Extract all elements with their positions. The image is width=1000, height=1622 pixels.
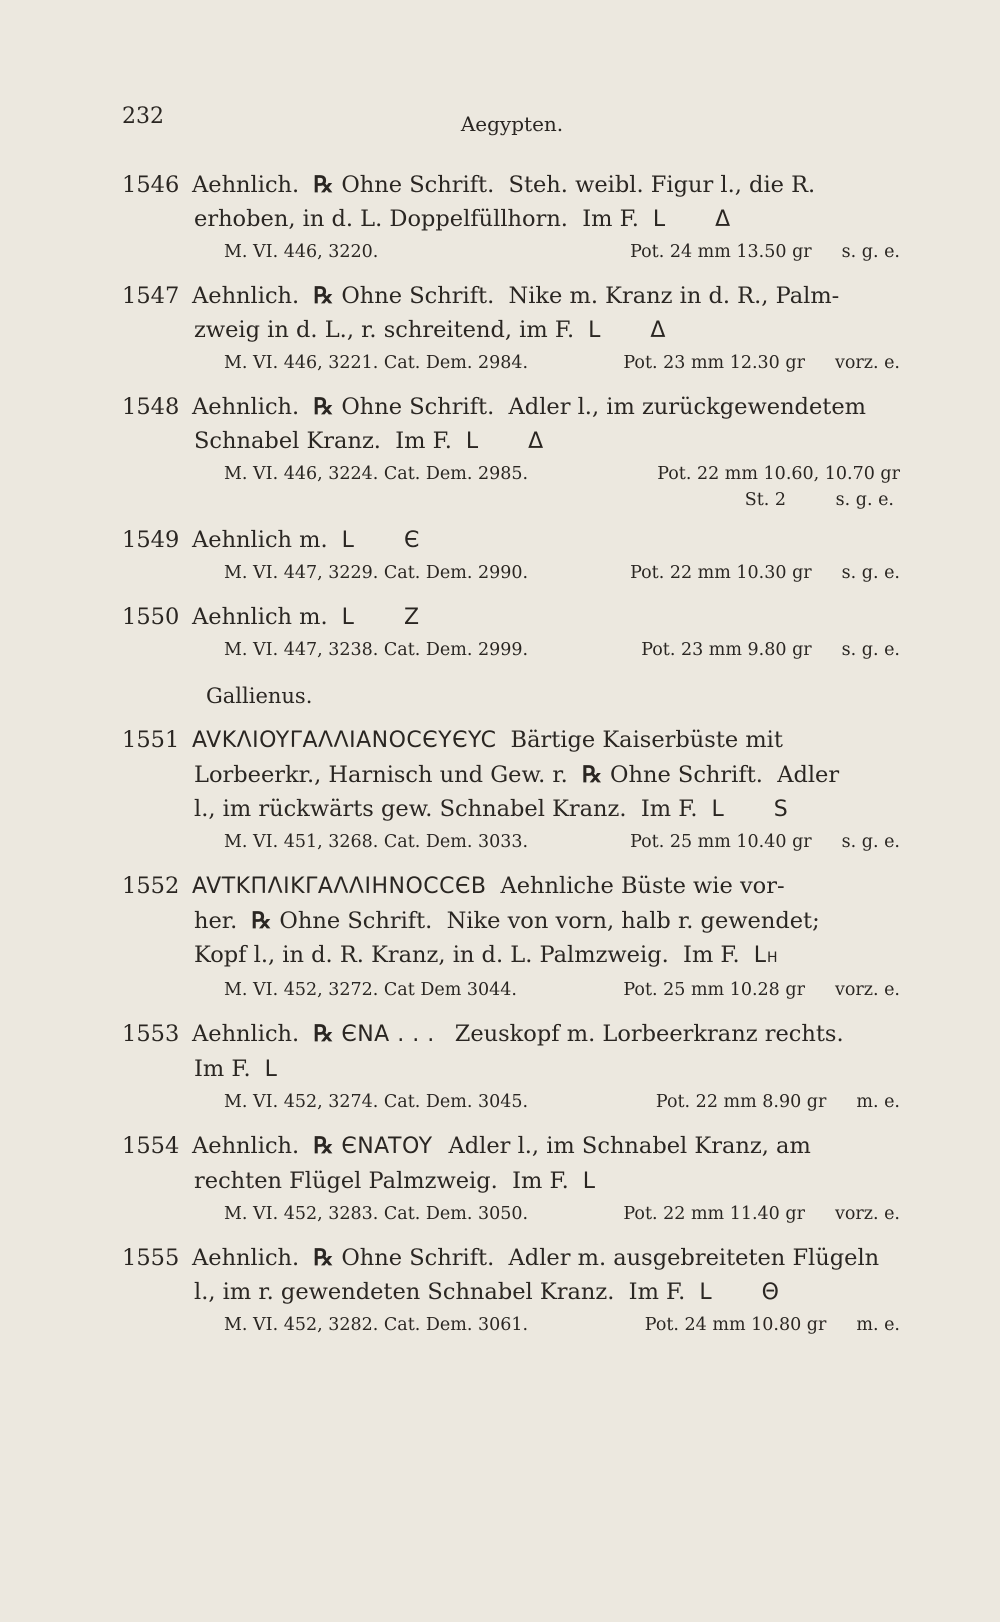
weight-size: Pot. 22 mm 10.30 gr [630,563,812,583]
reference-line [122,635,900,665]
reverse-description: Ohne Schrift. Adler l., im zurückgewendetem [341,394,866,420]
entry-number: 1551 [122,727,180,753]
reference-line [122,348,900,378]
reference-line [122,558,900,588]
obverse-text: Aehnlich m. [192,527,328,553]
weight-size: Pot. 24 mm 10.80 gr [644,1315,827,1335]
description-continued: rechten Flügel Palmzweig. Im F. [194,1168,569,1194]
reference: M. VI. 452, 3283. Cat. Dem. 3050. [224,1204,529,1224]
entry-line [122,390,900,424]
reverse-description: Adler l., im Schnabel Kranz, am [448,1133,811,1159]
reverse-description: Ohne Schrift. Adler [610,762,840,788]
measurements [630,558,900,588]
entry-number: 1552 [122,873,180,899]
reference: M. VI. 452, 3272. Cat Dem 3044. [224,980,517,1000]
weight-size: Pot. 22 mm 10.60, 10.70 gr [657,464,900,484]
greek-legend: AVTKΠΛIKΓAΛΛIHNOCCЄB [192,874,487,899]
obverse-text: Aehnlich. [192,172,300,198]
entry-number: 1548 [122,394,180,420]
obverse-text: Aehnlich. [192,1021,300,1047]
field-mark: Δ [528,429,544,454]
entry-number: 1554 [122,1133,180,1159]
greek-legend: ЄNA . . . [341,1022,435,1047]
reference: M. VI. 452, 3274. Cat. Dem. 3045. [224,1092,529,1112]
obverse-text: Aehnlich m. [192,604,328,630]
entry-line [122,938,900,975]
reverse-symbol: ℞ [313,1133,334,1159]
field-mark: L [753,943,766,968]
description-continued: Im F. [194,1056,251,1082]
reverse-description: Ohne Schrift. Nike von vorn, halb r. gewendet; [279,908,820,934]
measurements [641,635,900,665]
reference-line [122,1087,900,1117]
field-mark: L [699,1280,712,1305]
obverse-text: Aehnlich. [192,1245,300,1271]
obverse-description: Bärtige Kaiserbüste mit [510,727,783,753]
reference: M. VI. 451, 3268. Cat. Dem. 3033. [224,832,529,852]
condition: vorz. e. [834,980,900,1000]
catalogue-entry [122,390,900,511]
reverse-description: Ohne Schrift. Steh. weibl. Figur l., die R. [341,172,816,198]
reverse-description: Ohne Schrift. Nike m. Kranz in d. R., Palm- [341,283,840,309]
weight-size: Pot. 22 mm 8.90 gr [655,1092,827,1112]
reverse-symbol: ℞ [251,908,272,934]
condition: s. g. e. [841,832,900,852]
entry-number: 1549 [122,527,180,553]
catalogue-entry [122,168,900,267]
field-mark: L [652,207,666,232]
entry-line [122,1052,900,1087]
obverse-text: Aehnlich. [192,1133,300,1159]
condition: m. e. [856,1315,900,1335]
condition: vorz. e. [834,1204,900,1224]
entry-line [122,313,900,348]
measurements [645,1310,900,1340]
entry-number: 1550 [122,604,180,630]
weight-size: Pot. 22 mm 11.40 gr [623,1204,805,1224]
reverse-symbol: ℞ [313,283,334,309]
description-continued: l., im r. gewendeten Schnabel Kranz. Im F. [194,1279,686,1305]
entry-number: 1555 [122,1245,180,1271]
measurements [630,827,900,857]
entry-line [122,279,900,313]
entry-line [122,1275,900,1310]
description-continued: zweig in d. L., r. schreitend, im F. [194,317,575,343]
field-mark: L [341,528,354,553]
reference: M. VI. 446, 3220. [224,242,379,262]
field-mark: L [582,1169,595,1194]
catalogue-entry [122,523,900,588]
entry-line [122,168,900,202]
entry-line [122,1241,900,1275]
entry-line [122,1164,900,1199]
reverse-symbol: ℞ [313,394,334,420]
entry-number: 1547 [122,283,180,309]
running-title: Aegypten. [460,112,564,136]
entry-line [122,424,900,459]
measurements [657,459,900,489]
measurements [623,975,900,1005]
entry-line [122,723,900,758]
description-continued: l., im rückwärts gew. Schnabel Kranz. Im F. [194,796,698,822]
field-mark-superscript: H [766,950,778,966]
entry-number: 1546 [122,172,180,198]
page-number: 232 [122,104,164,129]
entry-line [122,869,900,904]
reverse-symbol: ℞ [581,762,603,788]
condition: m. e. [856,1092,900,1112]
reference: M. VI. 447, 3229. Cat. Dem. 2990. [224,563,529,583]
condition: s. g. e. [835,490,894,510]
entry-line [122,792,900,827]
description-continued: Kopf l., in d. R. Kranz, in d. L. Palmzweig. Im F. [194,942,740,968]
weight-size: Pot. 23 mm 9.80 gr [641,640,812,660]
greek-legend: AVKΛIOYΓAΛΛIANOCЄYЄYC [192,728,497,753]
field-mark: L [264,1057,277,1082]
greek-legend: ЄNATOY [341,1134,433,1159]
entry-line [122,904,900,938]
condition: s. g. e. [841,640,900,660]
page-header [122,100,902,140]
stamp-count: St. 2 [744,490,787,510]
condition: s. g. e. [841,563,900,583]
reverse-description: Ohne Schrift. Adler m. ausgebreiteten Flügeln [341,1245,880,1271]
field-mark: Δ [650,318,666,343]
catalogue-entry [122,723,900,857]
reference-line [122,975,900,1005]
weight-size: Pot. 25 mm 10.40 gr [630,832,812,852]
reference: M. VI. 446, 3224. Cat. Dem. 2985. [224,464,529,484]
catalogue-entry [122,1129,900,1229]
catalogue-entry [122,279,900,378]
description-continued: her. [194,908,238,934]
reference: M. VI. 447, 3238. Cat. Dem. 2999. [224,640,529,660]
entry-line [122,1129,900,1164]
obverse-description: Aehnliche Büste wie vor- [500,873,785,899]
reference-line [122,1310,900,1340]
weight-size: Pot. 24 mm 13.50 gr [630,242,812,262]
catalogue-entry [122,600,900,665]
catalogue-entry [122,869,900,1005]
field-mark: Z [403,605,420,630]
description-continued: erhoben, in d. L. Doppelfüllhorn. Im F. [194,206,639,232]
entry-line [122,600,900,635]
field-mark: L [341,605,354,630]
obverse-text: Aehnlich. [192,283,300,309]
entry-line [122,758,900,792]
field-mark: Δ [715,207,731,232]
reference-line [122,459,900,489]
field-mark: L [588,318,601,343]
entry-line [122,202,900,237]
entry-number: 1553 [122,1021,180,1047]
field-mark: L [711,797,724,822]
reference-line [122,827,900,857]
entry-line [122,1017,900,1052]
weight-size: Pot. 25 mm 10.28 gr [623,980,805,1000]
extra-line [122,489,900,511]
condition: vorz. e. [834,353,900,373]
reverse-symbol: ℞ [313,1021,334,1047]
measurements [630,237,900,267]
catalogue-entries [122,168,900,1352]
reference-line [122,237,900,267]
section-heading: Gallienus. [206,684,313,708]
reference: M. VI. 446, 3221. Cat. Dem. 2984. [224,353,529,373]
reverse-symbol: ℞ [313,1245,334,1271]
description-continued: Lorbeerkr., Harnisch und Gew. r. [194,762,568,788]
condition: s. g. e. [841,242,900,262]
field-mark: Θ [761,1280,779,1305]
measurements [623,1199,900,1229]
entry-line [122,523,900,558]
field-mark: L [465,429,479,454]
reference: M. VI. 452, 3282. Cat. Dem. 3061. [224,1315,529,1335]
measurements [623,348,900,378]
catalogue-entry [122,1017,900,1117]
field-mark: Є [403,528,420,553]
weight-size: Pot. 23 mm 12.30 gr [623,353,805,373]
reference-line [122,1199,900,1229]
reverse-symbol: ℞ [313,172,334,198]
catalogue-entry [122,1241,900,1340]
measurements [656,1087,900,1117]
field-mark: S [773,797,788,822]
description-continued: Schnabel Kranz. Im F. [194,428,452,454]
obverse-text: Aehnlich. [192,394,300,420]
reverse-description: Zeuskopf m. Lorbeerkranz rechts. [454,1021,844,1047]
